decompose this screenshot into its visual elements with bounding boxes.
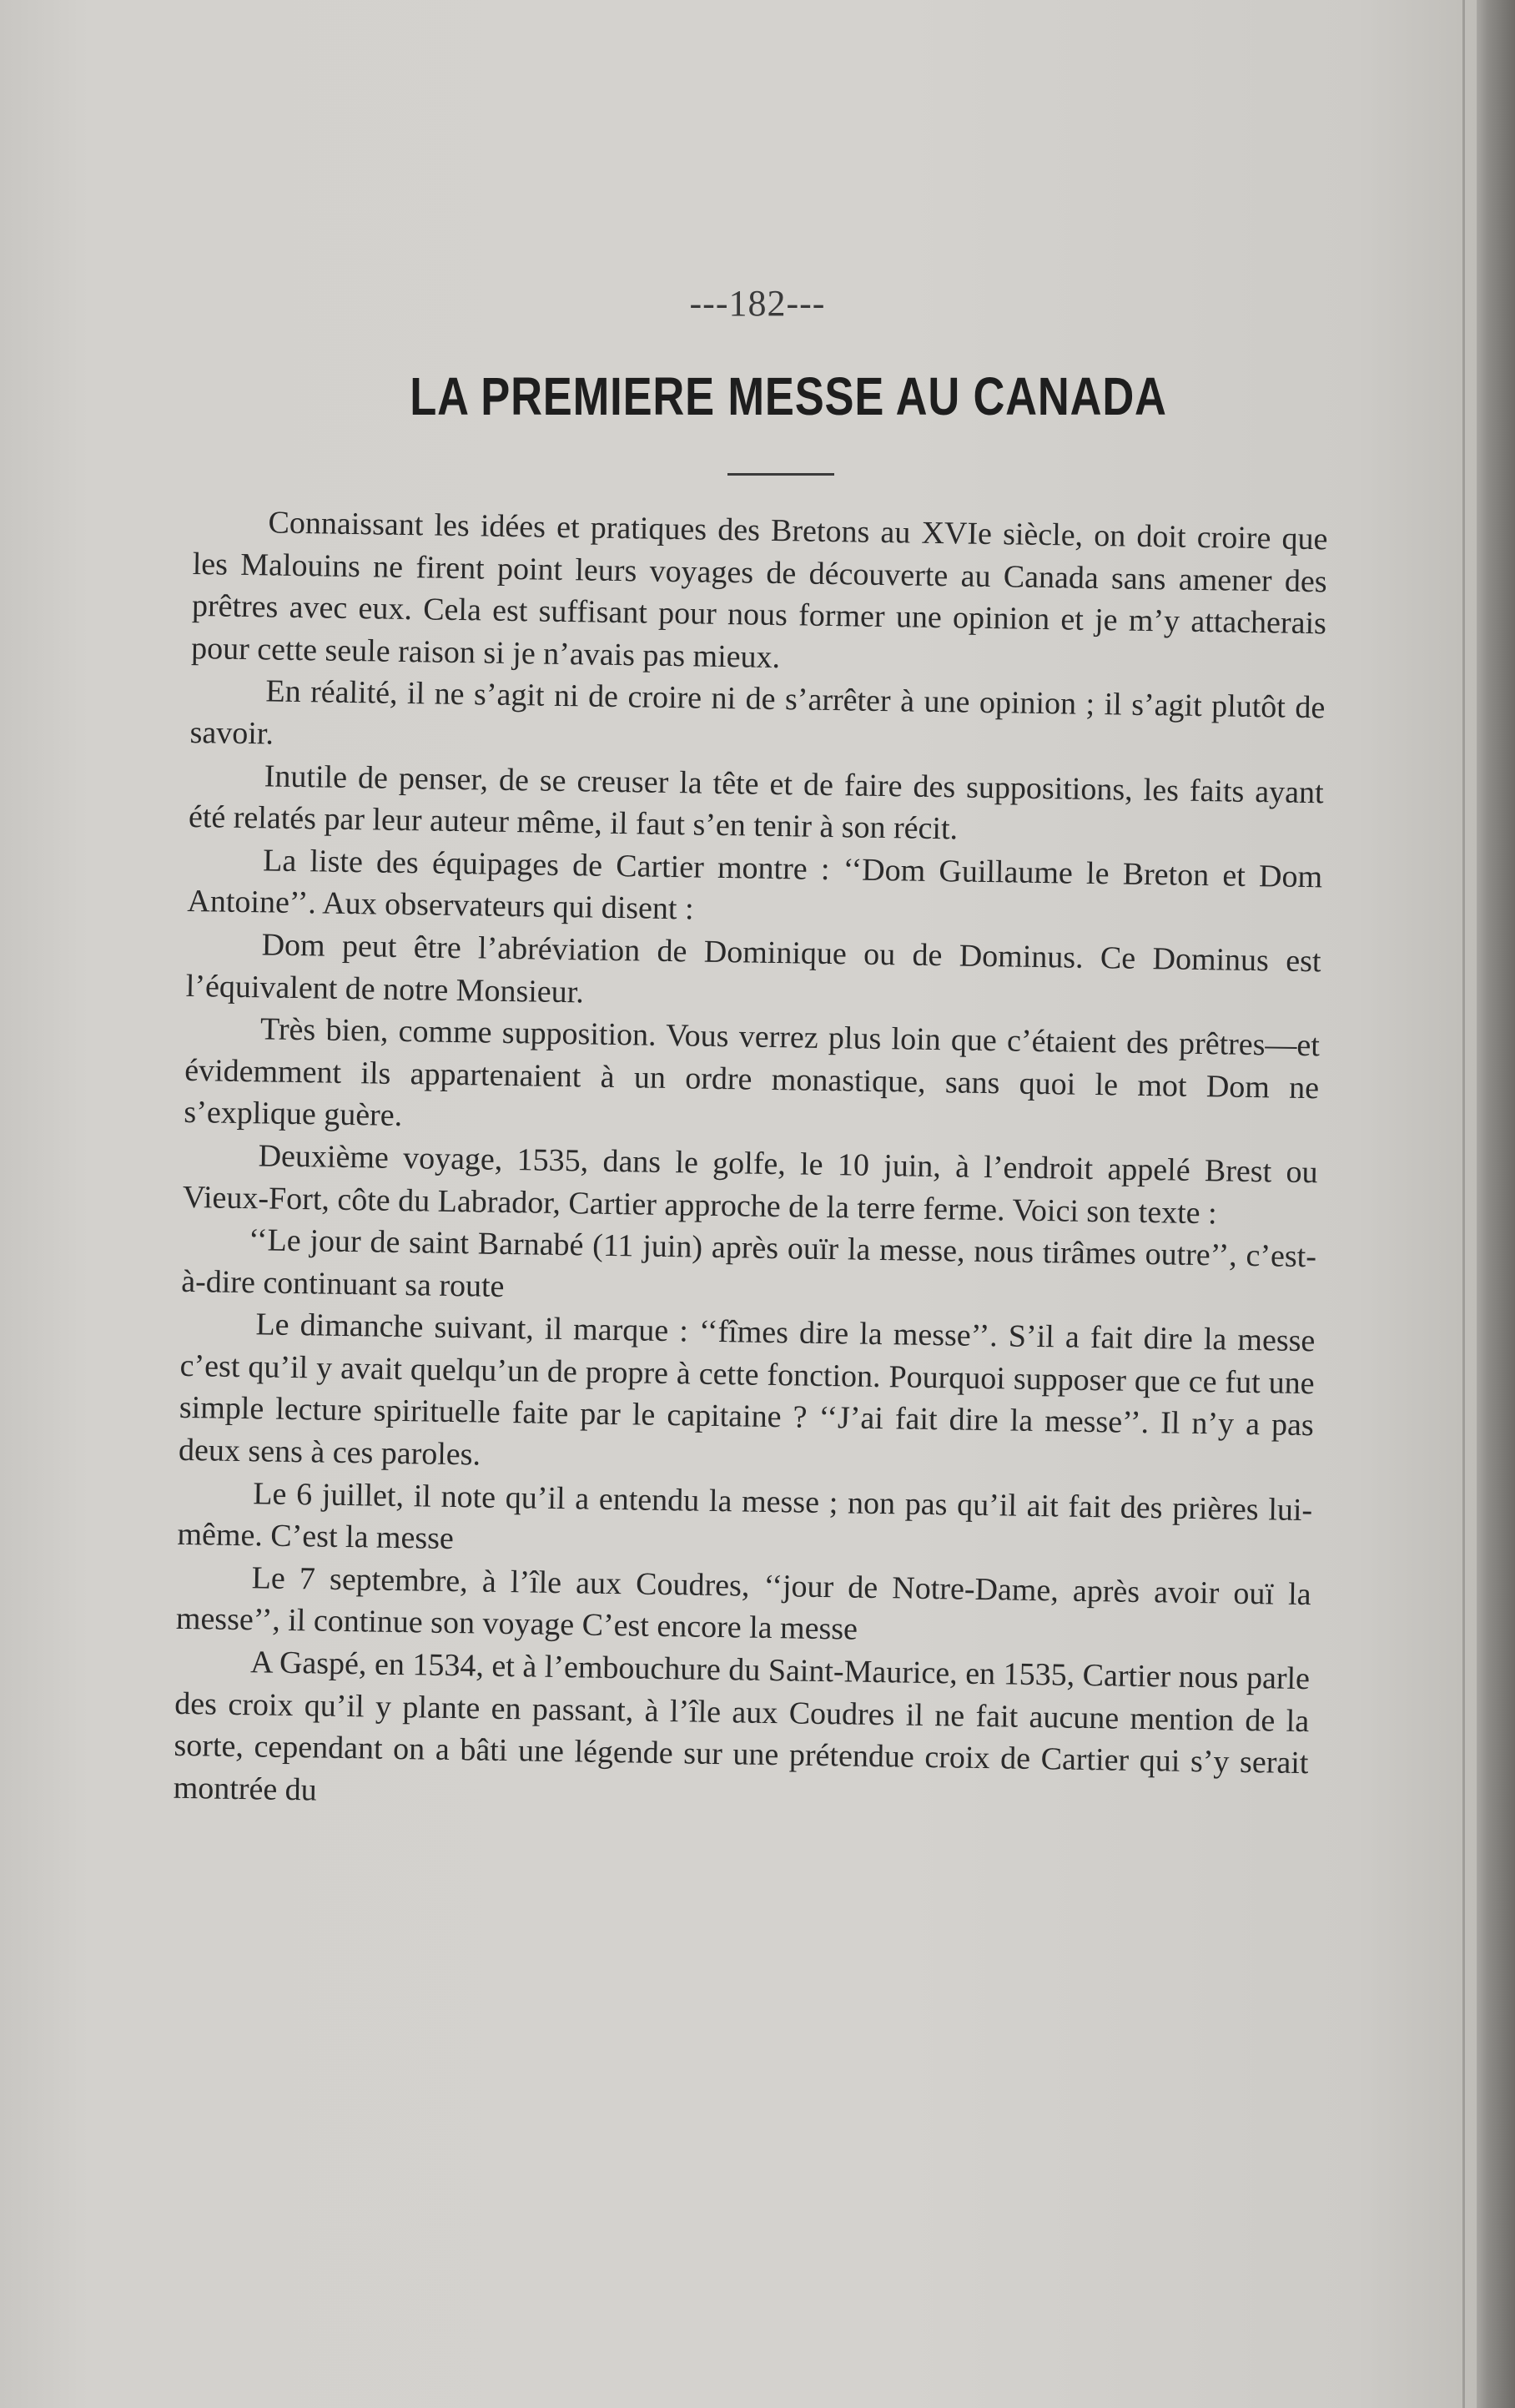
page-fold-line — [1462, 0, 1465, 2408]
paragraph: Dom peut être l’abréviation de Dominique ou de Dominus. Ce Dominus est l’équivalent de notre Monsieur. — [185, 927, 1321, 1010]
paragraph: En réalité, il ne s’agit ni de croire ni de s’arrêter à une opinion ; il s’agit plutôt de savoir. — [189, 673, 1326, 752]
paragraph: Connaissant les idées et pratiques des Bretons au XVIe siècle, on doit croire que les Malouins ne firent point leurs voyages de découverte au Canada sans amener des prêtres avec eux. Cela est suffisant pour nous former une opinion et je m’y attacherais pour cette seule raison si je n’avais pas mieux. — [190, 505, 1328, 675]
quoted-paragraph: ‘‘Le jour de saint Barnabé (11 juin) après ouïr la messe, nous tirâmes outre’’, c’est-à-dire continuant sa route — [180, 1222, 1317, 1304]
paragraph: Inutile de penser, de se creuser la tête et de faire des suppositions, les faits ayant été relatés par leur auteur même, il faut s’en tenir à son récit. — [188, 758, 1325, 847]
paragraph: Le 7 septembre, à l’île aux Coudres, ‘‘jour de Notre-Dame, après avoir ouï la messe’’, il continue son voyage C’est encore la messe — [175, 1560, 1311, 1648]
paragraph: Très bien, comme supposition. Vous verrez plus loin que c’étaient des prêtres—et évidemment ils appartenaient à un ordre monastique, sans quoi le mot Dom ne s’explique guère. — [184, 1011, 1321, 1134]
book-edge — [1477, 0, 1515, 2408]
paragraph: Deuxième voyage, 1535, dans le golfe, le 10 juin, à l’endroit appelé Brest ou Vieux-Fort, côte du Labrador, Cartier approche de la terre ferme. Voici son texte : — [182, 1138, 1318, 1231]
title-divider — [727, 473, 834, 476]
paragraph: Le 6 juillet, il note qu’il a entendu la messe ; non pas qu’il ait fait des prières lui-même. C’est la messe — [177, 1475, 1313, 1557]
paragraph: A Gaspé, en 1534, et à l’embouchure du Saint-Maurice, en 1535, Cartier nous parle des croix qu’il y plante en passant, à l’île aux Coudres il ne fait aucune mention de la sorte, cependant on a bâti une légende sur une prétendue croix de Cartier qui s’y serait montrée du — [173, 1645, 1311, 1808]
body-text — [173, 501, 1327, 1827]
paragraph: Le dimanche suivant, il marque : ‘‘fîmes dire la messe’’. S’il a fait dire la messe c’est qu’il y avait quelqu’un de propre à cette fonction. Pourquoi supposer que ce fut une simple lecture spirituelle faite par le capitaine ? ‘‘J’ai fait dire la messe’’. Il n’y a pas deux sens à ces paroles. — [178, 1307, 1316, 1473]
chapter-title: LA PREMIERE MESSE AU CANADA — [410, 366, 1167, 426]
page-number: ---182--- — [689, 283, 826, 324]
paragraph: La liste des équipages de Cartier montre : ‘‘Dom Guillaume le Breton et Dom Antoine’’. Aux observateurs qui disent : — [187, 843, 1323, 927]
